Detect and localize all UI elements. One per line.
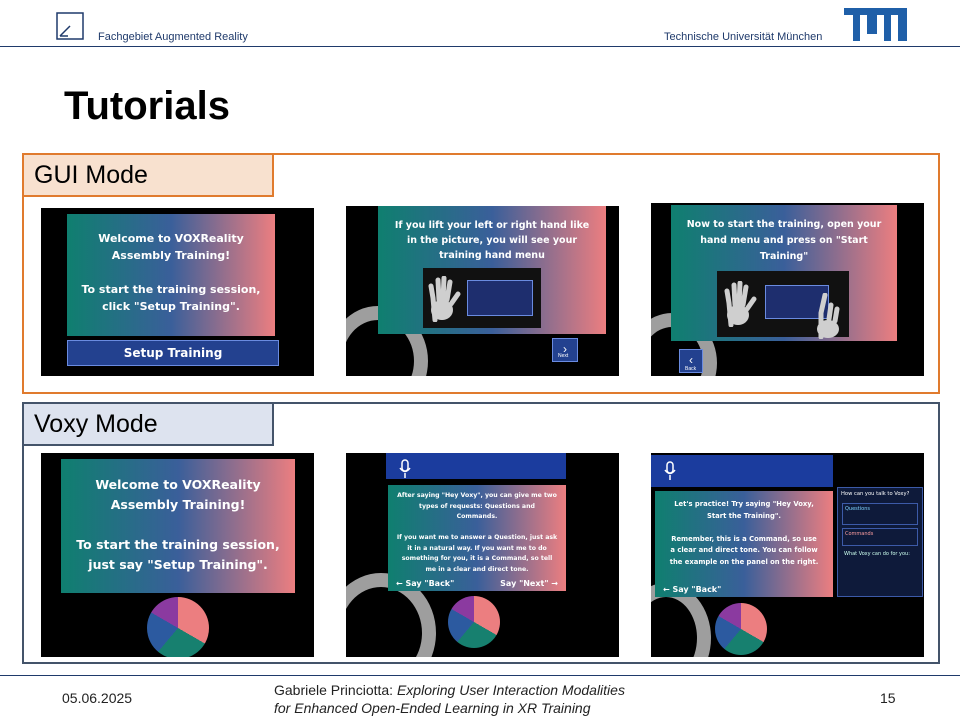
practice-text: Let's practice! Try saying "Hey Voxy, Start the Training". Remember, this is a Command, so use a clear and direct tone. You can follow the example on the panel on the right.	[669, 500, 819, 566]
microphone-icon	[398, 459, 412, 479]
microphone-icon	[663, 461, 677, 481]
say-next-label: Say "Next" →	[500, 579, 558, 588]
hand-icon	[427, 276, 461, 322]
gui-screenshot-hand-menu	[346, 206, 619, 376]
voxy-screenshot-welcome	[41, 453, 314, 657]
welcome-panel	[61, 459, 295, 593]
hand-menu-card	[467, 280, 533, 316]
back-button[interactable]: ‹	[679, 349, 703, 373]
requests-panel	[388, 485, 566, 591]
setup-training-button[interactable]: Setup Training	[67, 340, 279, 366]
voxy-mode-label: Voxy Mode	[22, 402, 274, 446]
voxy-screenshot-requests	[346, 453, 619, 657]
welcome-text: Welcome to VOXReality Assembly Training! To start the training session, just say "Setup Training".	[76, 477, 280, 572]
microphone-bar	[651, 455, 833, 487]
help-panel-title: How can you talk to Voxy?	[841, 491, 910, 497]
chair-name: Fachgebiet Augmented Reality	[98, 31, 248, 43]
start-training-text: Now to start the training, open your hand menu and press on "Start Training"	[686, 219, 882, 262]
voxy-avatar-orb	[448, 596, 500, 648]
help-item-capabilities: What Voxy can do for you:	[844, 551, 910, 557]
gui-screenshot-start-training	[651, 203, 924, 376]
footer-citation	[274, 681, 625, 717]
university-name: Technische Universität München	[664, 31, 823, 43]
hand-illustration	[717, 271, 849, 337]
hand-icon	[723, 281, 757, 327]
tum-logo	[844, 8, 907, 41]
voxy-avatar-orb	[147, 597, 209, 657]
gui-mode-label: GUI Mode	[22, 153, 274, 197]
footer-divider	[0, 675, 960, 676]
page-number: 15	[880, 690, 896, 706]
next-button-label: Next	[558, 353, 569, 359]
welcome-text: Welcome to VOXReality Assembly Training! To start the training session, click "Setup Training".	[81, 232, 261, 313]
say-back-label: ← Say "Back"	[396, 579, 455, 588]
voxy-help-panel	[837, 487, 923, 597]
footer-date: 05.06.2025	[62, 690, 133, 706]
practice-panel	[655, 491, 833, 597]
slide-title: Tutorials	[64, 84, 230, 128]
welcome-panel	[67, 214, 275, 336]
footer-talk-title-line2: for Enhanced Open-Ended Learning in XR Training	[274, 700, 591, 716]
requests-text: After saying "Hey Voxy", you can give me two types of requests: Questions and Commands. If you want me to answer a Question, just ask it in a natural way. If you want me to do something for you, it is a Command, so tell me in a clear and direct tone.	[396, 492, 558, 573]
header-divider	[0, 46, 960, 47]
pointing-hand-icon	[811, 293, 845, 339]
hand-menu-panel	[378, 206, 606, 334]
voxy-screenshot-practice	[651, 453, 924, 657]
start-training-panel	[671, 205, 897, 341]
gui-screenshot-welcome	[41, 208, 314, 376]
footer-talk-title-line1: Exploring User Interaction Modalities	[396, 682, 625, 698]
help-item-questions: Questions	[842, 503, 918, 525]
back-button-label: Back	[685, 366, 697, 372]
say-back-label: ← Say "Back"	[663, 585, 722, 594]
hand-illustration	[423, 268, 541, 328]
microphone-bar	[386, 453, 566, 479]
next-button[interactable]: ›	[552, 338, 578, 362]
augmented-reality-logo	[56, 12, 84, 40]
footer-author: Gabriele Princiotta:	[274, 682, 394, 698]
voxy-avatar-orb	[715, 603, 767, 655]
hand-menu-text: If you lift your left or right hand like in the picture, you will see your training hand menu	[394, 220, 590, 261]
help-item-commands: Commands	[842, 528, 918, 546]
